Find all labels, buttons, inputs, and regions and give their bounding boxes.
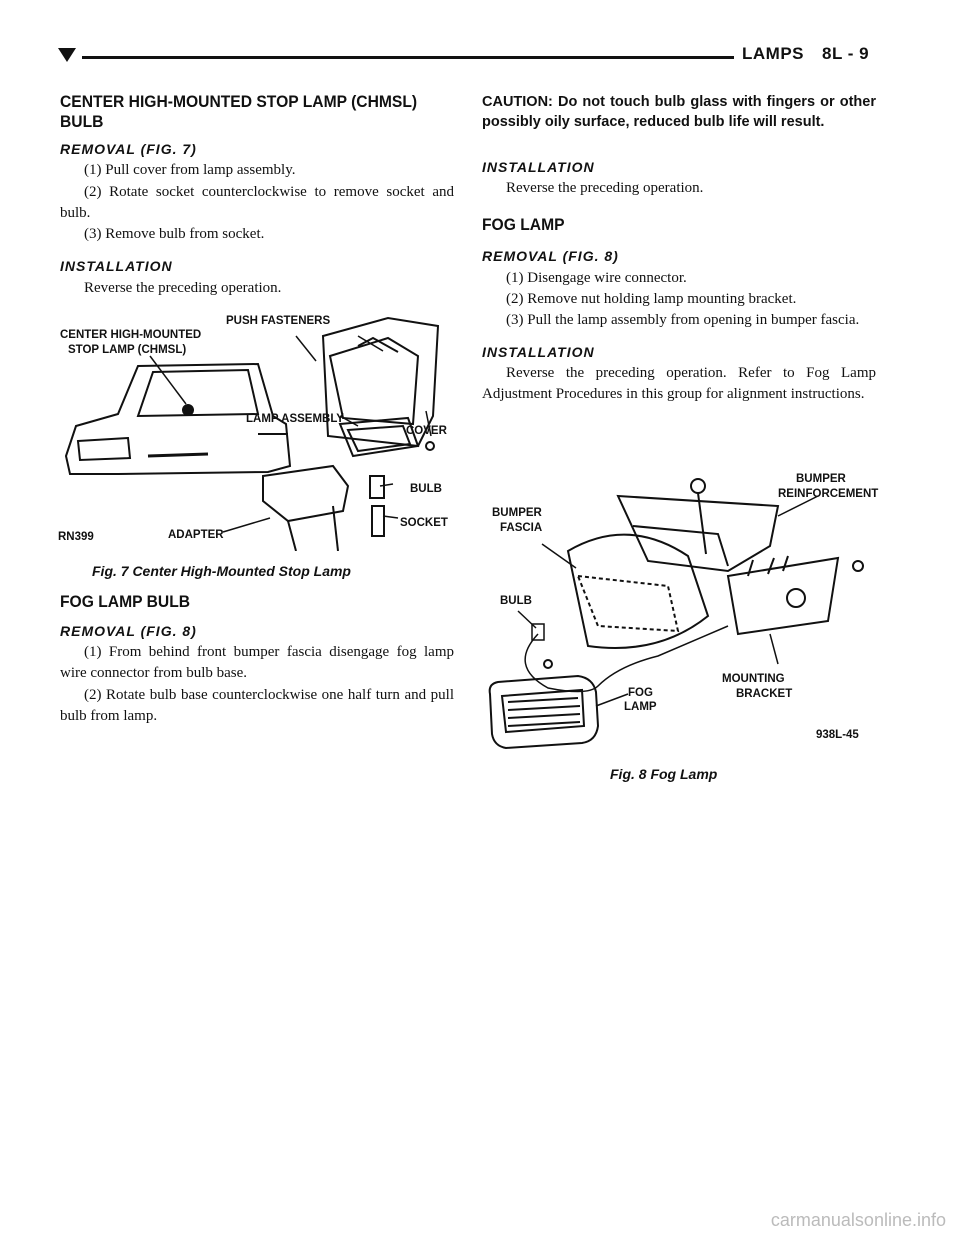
fog-lamp-heading: FOG LAMP	[482, 215, 565, 234]
fig8-illustration	[478, 456, 898, 756]
fig8-label-mounting-2: BRACKET	[736, 688, 793, 700]
chmsl-step-2: (2) Rotate socket counterclockwise to remove socket and bulb.	[60, 184, 454, 221]
fig8-label-bumper-fascia-2: FASCIA	[500, 522, 543, 534]
fig8-label-bumper-reinf-2: REINFORCEMENT	[778, 488, 879, 500]
fig8-label-bumper-reinf-1: BUMPER	[796, 473, 846, 485]
header-rule	[82, 56, 734, 59]
fig8-label-fog-2: LAMP	[624, 701, 657, 713]
fig8-label-bulb: BULB	[500, 595, 532, 607]
left-column-lower	[60, 592, 454, 727]
fog-bulb-removal-heading: REMOVAL (FIG. 8)	[60, 623, 197, 639]
fog-bulb-heading: FOG LAMP BULB	[60, 592, 191, 611]
fog-step-1: (1) Disengage wire connector.	[506, 270, 687, 286]
fig7-code: RN399	[58, 531, 94, 543]
header-section: LAMPS	[742, 44, 804, 63]
wire-and-bulb-drawing	[525, 624, 728, 692]
left-column	[60, 92, 454, 299]
fig7-label-socket: SOCKET	[400, 517, 448, 529]
fog-bulb-step-2: (2) Rotate bulb base counterclockwise one half turn and pull bulb from lamp.	[60, 687, 454, 724]
header-triangle-icon	[58, 48, 76, 62]
adapter-drawing	[263, 466, 384, 551]
chmsl-install-text: Reverse the preceding operation.	[84, 280, 282, 296]
fig7-label-chmsl-2: STOP LAMP (CHMSL)	[68, 344, 187, 356]
fog-install-heading: INSTALLATION	[482, 344, 595, 360]
chmsl-install-heading: INSTALLATION	[60, 258, 173, 274]
fog-step-3: (3) Pull the lamp assembly from opening in bumper fascia.	[506, 312, 860, 328]
fig7-label-lamp-assembly: LAMP ASSEMBLY	[246, 413, 344, 425]
fig7-label-push-fasteners: PUSH FASTENERS	[226, 315, 331, 327]
fog-removal-heading: REMOVAL (FIG. 8)	[482, 248, 619, 264]
fog-install-text: Reverse the preceding operation. Refer to Fog Lamp Adjustment Procedures in this group for alignment instructions.	[482, 365, 876, 402]
fig8-code: 938L-45	[816, 729, 859, 741]
header-title	[742, 44, 869, 64]
chmsl-step-3: (3) Remove bulb from socket.	[84, 226, 265, 242]
footer-watermark[interactable]: carmanualsonline.info	[770, 1210, 946, 1230]
fig7-label-bulb: BULB	[410, 483, 442, 495]
install-heading: INSTALLATION	[482, 159, 595, 175]
chmsl-step-1: (1) Pull cover from lamp assembly.	[84, 162, 296, 178]
bumper-fascia-drawing	[568, 535, 708, 648]
mounting-bracket-drawing	[728, 556, 863, 634]
fog-step-2: (2) Remove nut holding lamp mounting bracket.	[506, 291, 797, 307]
fig7-caption: Fig. 7 Center High-Mounted Stop Lamp	[92, 563, 351, 579]
header-page: 8L - 9	[822, 44, 870, 63]
fig7-illustration	[58, 306, 458, 551]
fig7-label-cover: COVER	[406, 425, 447, 437]
fig8-label-mounting-1: MOUNTING	[722, 673, 785, 685]
caution-text: CAUTION: Do not touch bulb glass with fingers or other possibly oily surface, reduced bulb life will result.	[482, 94, 876, 130]
right-column	[482, 92, 876, 405]
fig7-label-adapter: ADAPTER	[168, 529, 224, 541]
fog-lamp-drawing	[490, 660, 598, 748]
fig8-label-fog-1: FOG	[628, 687, 653, 699]
bumper-reinforcement-drawing	[618, 479, 778, 571]
install-text: Reverse the preceding operation.	[506, 180, 704, 196]
chmsl-removal-heading: REMOVAL (FIG. 7)	[60, 141, 197, 157]
chmsl-heading: CENTER HIGH-MOUNTED STOP LAMP (CHMSL) BULB	[60, 92, 418, 131]
fig8-label-bumper-fascia-1: BUMPER	[492, 507, 542, 519]
fog-bulb-step-1: (1) From behind front bumper fascia disengage fog lamp wire connector from bulb base.	[60, 644, 454, 681]
fig8-caption: Fig. 8 Fog Lamp	[610, 766, 718, 782]
fig7-label-chmsl-1: CENTER HIGH-MOUNTED	[60, 329, 202, 341]
